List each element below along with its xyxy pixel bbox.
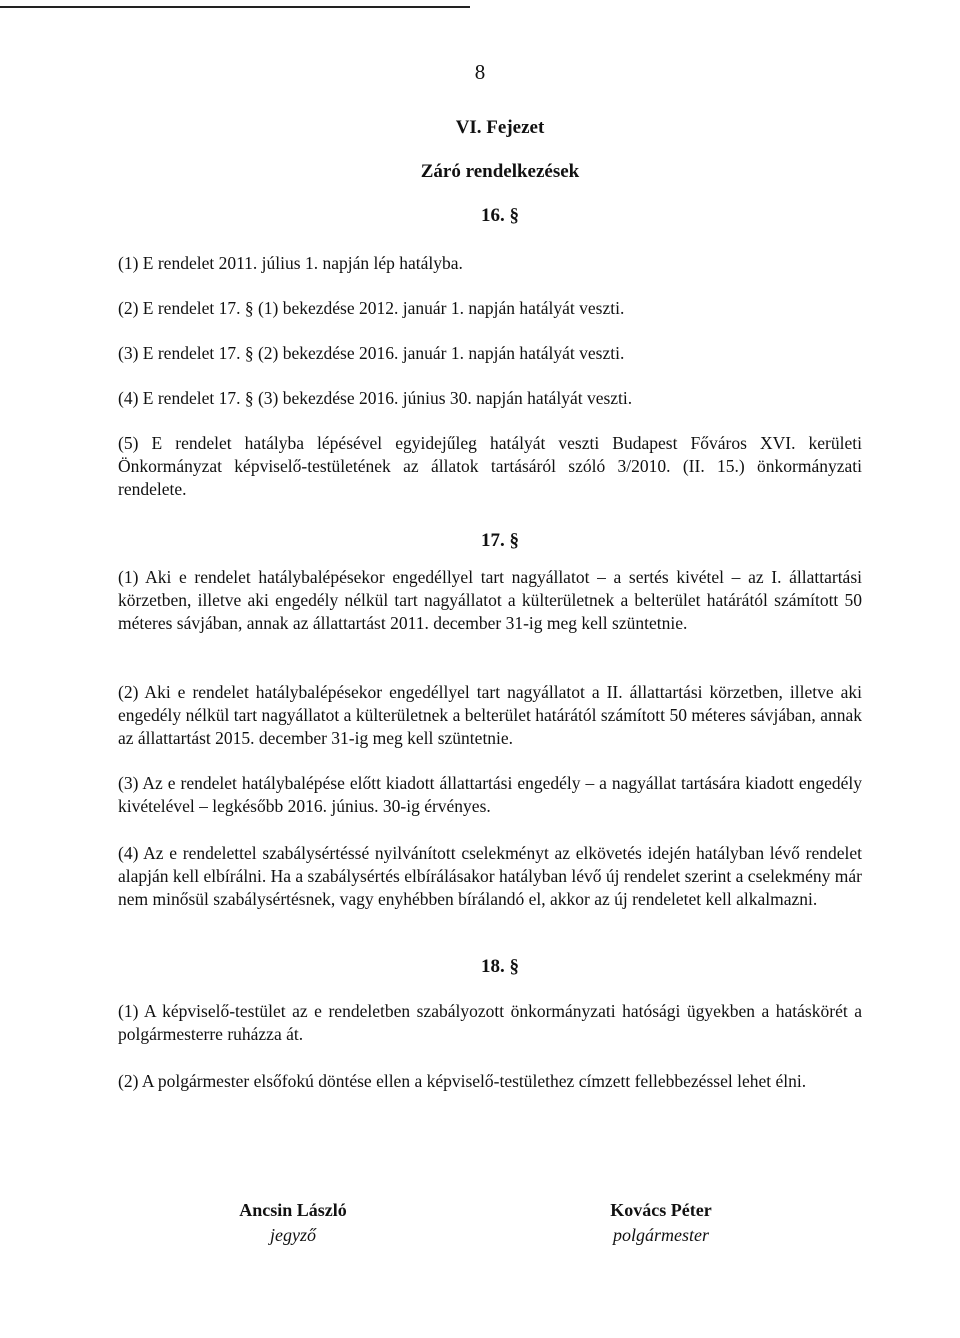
section-17-para-1: (1) Aki e rendelet hatálybalépésekor engedéllyel tart nagyállatot – a sertés kivétel – az I. állattartási körzetben, illetve aki engedély nélkül tart nagyállatot a külterületnek a belterület határától számított 50 méteres sávjában, annak az állattartást 2011. december 31-ig meg kell szüntetnie. (118, 567, 862, 633)
section-16-para-5: (5) E rendelet hatályba lépésével egyidejűleg hatályát veszti Budapest Főváros XVI. kerületi Önkormányzat képviselő-testületének az állatok tartásáról szóló 3/2010. (II. 15.) önkormányzati rendelete. (118, 433, 862, 499)
section-16-para-1: (1) E rendelet 2011. július 1. napján lép hatályba. (118, 253, 463, 273)
signature-name: Ancsin László (239, 1200, 347, 1220)
section-18-para-1: (1) A képviselő-testület az e rendeletben szabályozott önkormányzati hatósági ügyekben a hatáskörét a polgármesterre ruházza át. (118, 1001, 862, 1044)
signature-name: Kovács Péter (610, 1200, 712, 1220)
section-16-para-4: (4) E rendelet 17. § (3) bekezdése 2016. június 30. napján hatályát veszti. (118, 388, 633, 408)
section-17-para-4: (4) Az e rendelettel szabálysértéssé nyilvánított cselekményt az elkövetés idején hatályban lévő rendelet alapján kell elbírálni. Ha a szabálysértés elbírálásakor hatályban lévő új rendelet szerint a cselekmény már nem minősül szabálysértésnek, vagy enyhébben bírálandó el, akkor az új rendeletet kell alkalmazni. (118, 843, 862, 909)
signature-block-notary (163, 1200, 423, 1246)
chapter-title: VI. Fejezet (455, 117, 545, 138)
section-17-heading: 17. § (481, 530, 519, 551)
section-17-para-3: (3) Az e rendelet hatálybalépése előtt kiadott állattartási engedély – a nagyállat tartására kiadott engedély kivételével – legkésőbb 2016. június. 30-ig érvényes. (118, 773, 862, 816)
chapter-subtitle: Záró rendelkezések (420, 161, 580, 182)
signature-role: jegyző (270, 1225, 316, 1245)
section-17-para-2: (2) Aki e rendelet hatálybalépésekor engedéllyel tart nagyállatot a II. állattartási körzetben, illetve aki engedély nélkül tart nagyállatot a külterületnek a belterület határától számított 50 méteres sávjában, annak az állattartást 2015. december 31-ig meg kell szüntetnie. (118, 682, 862, 748)
page-number: 8 (474, 60, 486, 84)
signature-role: polgármester (613, 1225, 709, 1245)
section-18-para-2: (2) A polgármester elsőfokú döntése ellen a képviselő-testülethez címzett fellebbezéssel lehet élni. (118, 1071, 807, 1091)
top-rule (0, 6, 470, 8)
signature-block-mayor (531, 1200, 791, 1246)
section-18-heading: 18. § (481, 956, 519, 977)
section-16-para-3: (3) E rendelet 17. § (2) bekezdése 2016. január 1. napján hatályát veszti. (118, 343, 625, 363)
section-16-para-2: (2) E rendelet 17. § (1) bekezdése 2012. január 1. napján hatályát veszti. (118, 298, 625, 318)
section-16-heading: 16. § (481, 205, 519, 226)
